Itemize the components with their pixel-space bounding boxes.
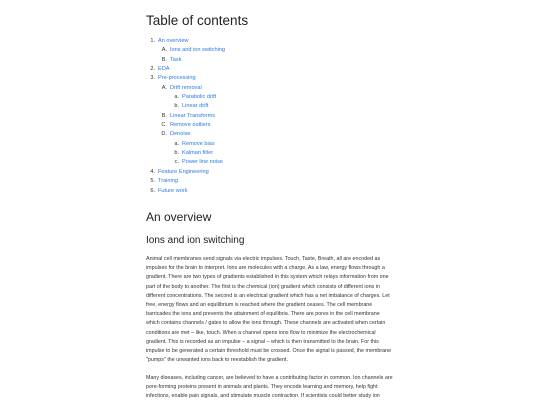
toc-item-marker: D. xyxy=(161,131,167,138)
toc-item xyxy=(146,102,422,111)
paragraph-line: impulses for the brain to interpret. Ions are molecules with a charge. As a law, energy flows through a xyxy=(146,265,385,272)
toc-link[interactable]: Linear drift xyxy=(182,103,209,110)
toc-item-marker: C. xyxy=(161,122,167,129)
paragraph-line: part of the body to another. The first is the chemical (ion) gradient which consists of different ions in xyxy=(146,283,380,290)
toc-link[interactable]: Ions and ion switching xyxy=(170,47,226,54)
toc-item-marker: 4. xyxy=(150,168,155,175)
paragraph-line: gradient. This is recorded as an impulse – a signal – which is then transmitted to the brain. For this xyxy=(146,338,379,345)
toc-item xyxy=(146,93,422,102)
toc-item xyxy=(146,121,422,130)
toc-item-marker: b. xyxy=(174,150,179,157)
toc-item xyxy=(146,187,422,196)
paragraph-line: which contains channels / gates to allow the ions through. These channels are activated when certain xyxy=(146,320,386,327)
toc-item-marker: 2. xyxy=(150,66,155,73)
toc-link[interactable]: Future work xyxy=(158,187,188,194)
paragraph-line: Many diseases, including cancer, are believed to have a contributing factor in common. Ion channels are xyxy=(146,375,393,381)
toc-item-marker: 3. xyxy=(150,75,155,82)
toc-item xyxy=(146,37,422,46)
toc-link[interactable]: Task xyxy=(170,56,182,63)
toc-item-marker: B. xyxy=(161,112,167,119)
toc-link[interactable]: Training xyxy=(158,178,179,185)
toc-link[interactable]: EDA xyxy=(158,66,170,73)
paragraph-line: free, energy flows and an equilibrium is reached where the gradient ceases. The cell membrane xyxy=(146,302,373,309)
toc-item xyxy=(146,84,422,93)
toc-item-marker: 6. xyxy=(150,187,155,194)
toc-item-marker: 5. xyxy=(150,178,155,185)
paragraph-line: "pumps" the unwanted ions back to reestablish the gradient. xyxy=(146,357,288,364)
toc-item xyxy=(146,130,422,139)
toc-link[interactable]: Remove bias xyxy=(182,140,215,147)
section-heading: An overview xyxy=(146,210,212,224)
toc-item xyxy=(146,177,422,186)
toc-item xyxy=(146,168,422,177)
toc-item-marker: 1. xyxy=(150,38,155,44)
paragraph-line: Animal cell membranes send signals via electric impulses. Touch, Taste, Breath, all are encoded as xyxy=(146,256,381,262)
paragraph-line: different concentrations. The second is an electrical gradient which has a net imbalance of charges. Let xyxy=(146,292,390,299)
toc-link[interactable]: Remove outliers xyxy=(170,122,211,129)
paragraph-line: impulse to be generated a certain threshold must be crossed. Once the signal is passed, the membrane xyxy=(146,348,392,355)
toc-link[interactable]: Feature Engineering xyxy=(158,168,209,175)
toc-item-marker: a. xyxy=(174,140,179,147)
toc-item xyxy=(146,112,422,121)
paragraph-line: pore-forming proteins present in animals and plants. They encode learning and memory, help fight xyxy=(146,384,378,391)
toc-title: Table of contents xyxy=(146,13,249,28)
toc-link[interactable]: Kalman filter xyxy=(182,150,214,157)
toc-item xyxy=(146,56,422,65)
subsection-heading: Ions and ion switching xyxy=(146,235,245,246)
toc-item xyxy=(146,74,422,83)
toc-link[interactable]: Denoise xyxy=(170,131,191,138)
toc-item-marker: B. xyxy=(161,56,167,63)
toc-item xyxy=(146,158,422,167)
toc-link[interactable]: Pre-processing xyxy=(158,75,196,82)
table-of-contents xyxy=(146,37,422,196)
paragraph-diseases xyxy=(146,374,422,402)
paragraph-ions xyxy=(146,255,422,365)
toc-item xyxy=(146,65,422,74)
toc-link[interactable]: Linear Transforms xyxy=(170,112,216,119)
toc-link[interactable]: Power line noise xyxy=(182,159,224,166)
toc-link[interactable]: An overview xyxy=(158,38,189,44)
paragraph-line: barricades the ions and prevents the attainment of equilibria. There are pores in the cell membrane xyxy=(146,311,380,318)
toc-link[interactable]: Drift removal xyxy=(170,84,202,91)
paragraph-line: conditions are met – like, touch. When a channel opens ions flow to minimize the electrochemical xyxy=(146,329,376,336)
toc-item-marker: b. xyxy=(174,103,179,110)
toc-item xyxy=(146,46,422,55)
paragraph-line: gradient. There are two types of gradients established in this system which relays information from one xyxy=(146,274,389,281)
toc-item-marker: A. xyxy=(161,47,167,54)
toc-item xyxy=(146,140,422,149)
paragraph-line: infections, enable pain signals, and stimulate muscle contraction. If scientists could better study ion xyxy=(146,393,380,400)
toc-item-marker: A. xyxy=(161,84,167,91)
toc-item-marker: a. xyxy=(174,94,179,101)
toc-item xyxy=(146,149,422,158)
toc-item-marker: c. xyxy=(174,159,179,166)
toc-list xyxy=(146,37,422,196)
toc-link[interactable]: Parabolic drift xyxy=(182,94,217,101)
